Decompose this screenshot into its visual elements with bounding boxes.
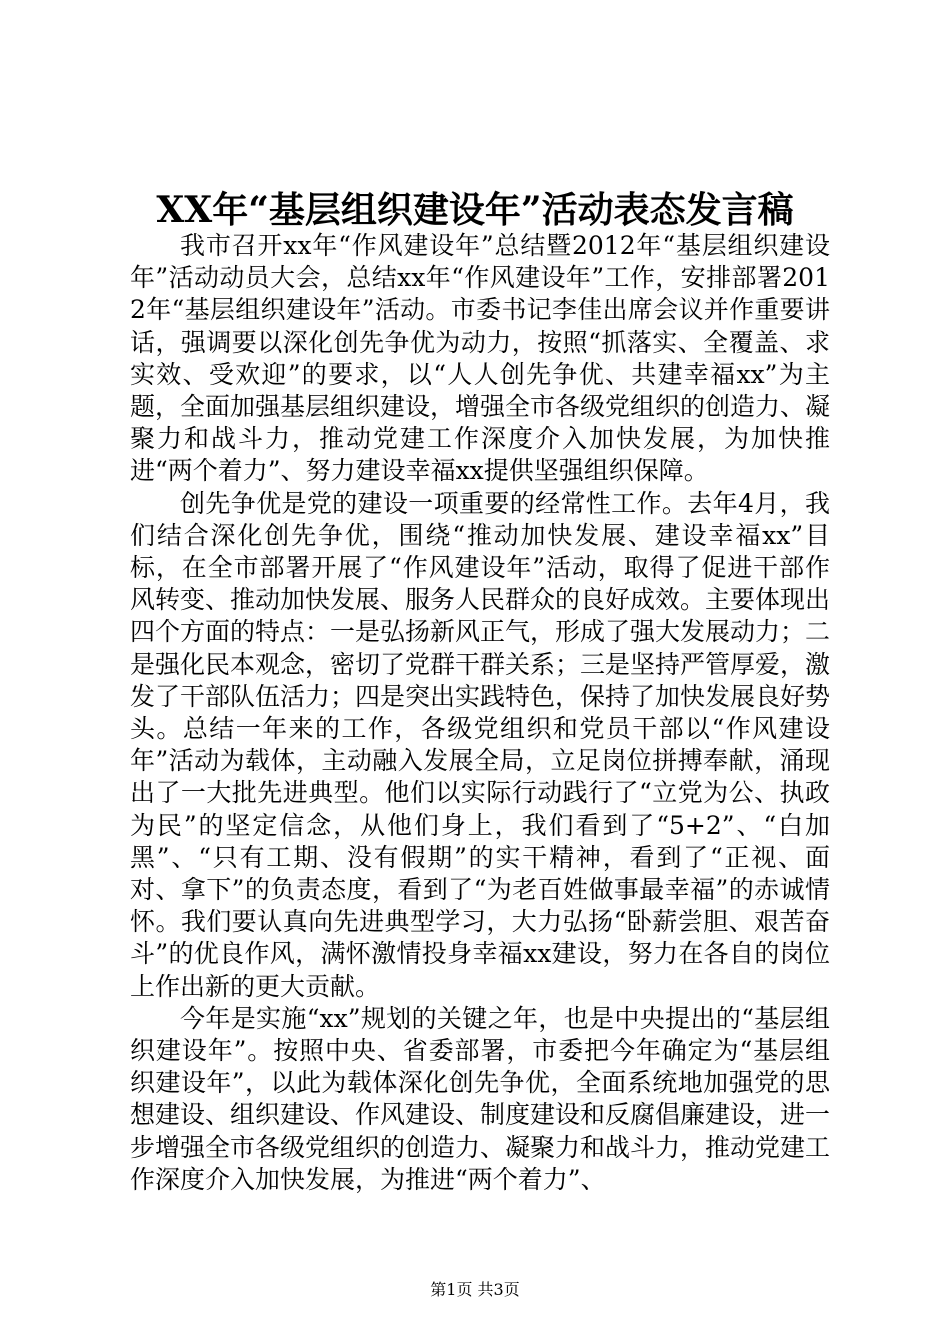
page-footer: 第1页 共3页 (430, 1280, 520, 1299)
document-body (130, 230, 830, 1196)
document-title: XX年“基层组织建设年”活动表态发言稿 (156, 189, 794, 231)
body-paragraph: 我市召开xx年“作风建设年”总结暨2012年“基层组织建设年”活动动员大会，总结xx年“作风建设年”工作，安排部署2012年“基层组织建设年”活动。市委书记李佳出席会议并作重要讲话，强调要以深化创先争优为动力，按照“抓落实、全覆盖、求实效、受欢迎”的要求，以“人人创先争优、共建幸福xx”为主题，全面加强基层组织建设，增强全市各级党组织的创造力、凝聚力和战斗力，推动党建工作深度介入加快发展，为加快推进“两个着力”、努力建设幸福xx提供坚强组织保障。 (130, 231, 831, 486)
body-paragraph: 创先争优是党的建设一项重要的经常性工作。去年4月，我们结合深化创先争优，围绕“推动加快发展、建设幸福xx”目标，在全市部署开展了“作风建设年”活动，取得了促进干部作风转变、推动加快发展、服务人民群众的良好成效。主要体现出四个方面的特点：一是弘扬新风正气，形成了强大发展动力；二是强化民本观念，密切了党群干群关系；三是坚持严管厚爱，激发了干部队伍活力；四是突出实践特色，保持了加快发展良好势头。总结一年来的工作，各级党组织和党员干部以“作风建设年”活动为载体，主动融入发展全局，立足岗位拼搏奉献，涌现出了一大批先进典型。他们以实际行动践行了“立党为公、执政为民”的坚定信念，从他们身上，我们看到了“5+2”、“白加黑”、“只有工期、没有假期”的实干精神，看到了“正视、面对、拿下”的负责态度，看到了“为老百姓做事最幸福”的赤诚情怀。我们要认真向先进典型学习，大力弘扬“卧薪尝胆、艰苦奋斗”的优良作风，满怀激情投身幸福xx建设，努力在各自的岗位上作出新的更大贡献。 (130, 488, 831, 1001)
body-paragraph: 今年是实施“xx”规划的关键之年，也是中央提出的“基层组织建设年”。按照中央、省委部署，市委把今年确定为“基层组织建设年”，以此为载体深化创先争优，全面系统地加强党的思想建设、组织建设、作风建设、制度建设和反腐倡廉建设，进一步增强全市各级党组织的创造力、凝聚力和战斗力，推动党建工作深度介入加快发展，为推进“两个着力”、 (130, 1003, 831, 1194)
